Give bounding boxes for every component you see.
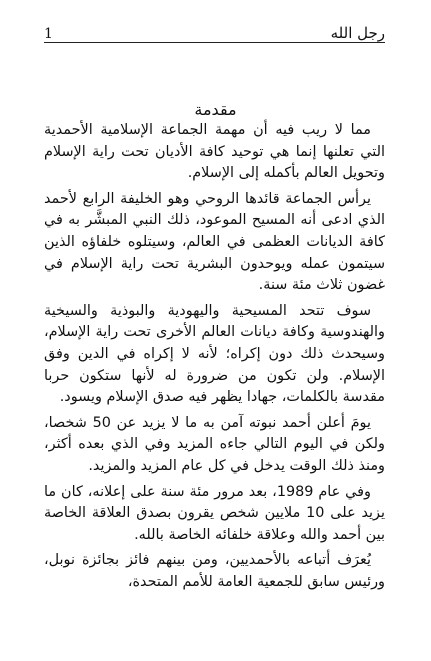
book-title: رجل الله	[330, 24, 385, 42]
body-text	[44, 120, 385, 593]
paragraph: مما لا ريب فيه أن مهمة الجماعة الإسلامية الأحمدية التي تعلنها إنما هي توحيد كافة الأديان تحت راية الإسلام وتحويل العالم بأكمله إلى الإسلام.	[44, 122, 385, 182]
paragraph: يومَ أعلن أحمد نبوته آمن به ما لا يزيد عن 50 شخصا، ولكن في اليوم التالي جاءه المزيد وفي الذي بعده أكثر، ومنذ ذلك الوقت يدخل في كل عام المزيد والمزيد.	[44, 414, 385, 474]
paragraph: يُعرَف أتباعه بالأحمديين، ومن بينهم فائز بجائزة نوبل، ورئيس سابق للجمعية العامة للأمم المتحدة،	[44, 552, 385, 590]
paragraph: وفي عام 1989، بعد مرور مئة سنة على إعلانه، كان ما يزيد على 10 ملايين شخص يقرون بصدق العلاقة الخاصة بين أحمد والله وعلاقة خلفائه الخاصة بالله.	[44, 483, 386, 543]
paragraph: سوف تتحد المسيحية واليهودية والبوذية والسيخية والهندوسية وكافة ديانات العالم الأخرى تحت راية الإسلام، وسيحدث ذلك دون إكراه؛ لأنه لا إكراه في الدين وفق الإسلام. ولن تكون من ضرورة له لأنها ستكون حربا مقدسة بالكلمات، جهادا يظهر فيه صدق الإسلام ويسود.	[44, 302, 385, 406]
section-title: مقدمة	[194, 99, 237, 119]
paragraph: يرأس الجماعة قائدها الروحي وهو الخليفة الرابع لأحمد الذي ادعى أنه المسيح الموعود، ذلك النبي المبشَّر به في كافة الديانات العظمى في العالم، وسيتلوه خلفاؤه الذين سيتمون عمله ويوحدون البشرية تحت راية الإسلام في غضون ثلاث مئة سنة.	[44, 190, 385, 294]
running-header	[44, 20, 385, 43]
page-number: 1	[44, 26, 53, 42]
